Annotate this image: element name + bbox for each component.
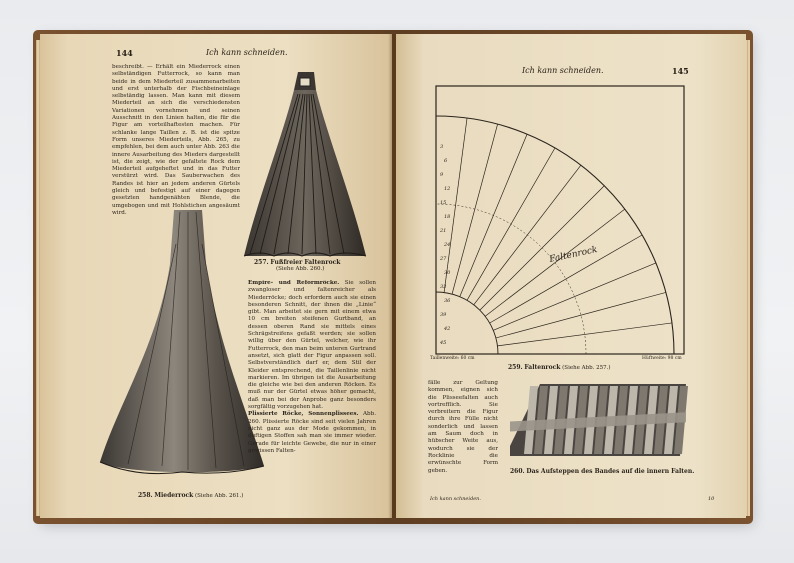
diagram-tick-label: 6 [444, 158, 448, 164]
left-running-head: Ich kann schneiden. [206, 48, 288, 57]
scale-right: Hüftweite: 98 cm [642, 356, 682, 361]
diagram-tick-label: 27 [440, 256, 447, 262]
left-text-top: beschreibt. — Erhält ein Miederrock einen selbständigen Futterrock, so kann man beide in dem Miederteil zusammenarbeiten und erst unterhalb der Fischbeineinlage selbständig lassen. Man kann mit diesem Miederteil an sich die verschiedensten Variationen vornehmen und seinen Ausschnitt in den Linien halten, die für die Figur am vorteilhaftesten machen. Für schlanke lange Taillen z. B. ist die spitze Form unseres Miederteils, Abb. 265, zu empfehlen, bei dem auch unter Abb. 263 die innere Ausarbeitung des Mieders dargestellt ist, die zeigt, wie der gefaltete Rock dem Miederteil aufgeheftet und in das Futter verstürzt wird. Das Sauberwachen des Randes ist hier an jedem anderen Gürtels gleich und befestigt auf einer dagegen gesetzten handgenähten Blende, die umgebogen und mit Hohlstichen angesäumt wird. [112, 64, 240, 216]
diagram-tick-label: 30 [444, 270, 451, 276]
pattern-ray [496, 292, 666, 338]
illustration-pleats [500, 376, 690, 464]
right-running-head: Ich kann schneiden. [522, 66, 604, 75]
diagram-tick-label: 39 [440, 312, 447, 318]
diagram-tick-label: 15 [440, 200, 447, 206]
diagram-tick-label: 12 [444, 186, 451, 192]
diagram-frame [436, 86, 684, 354]
caption-258-title: Miederrock [154, 492, 194, 499]
pattern-ray [497, 323, 671, 346]
caption-258-ref: (Siehe Abb. 261.) [195, 493, 244, 499]
diagram-tick-label: 36 [444, 298, 451, 304]
diagram-tick-label: 21 [440, 228, 447, 234]
caption-257-ref: (Siehe Abb. 260.) [276, 266, 325, 272]
diagram-tick-label: 24 [444, 242, 451, 248]
section-heading: Empire- und Reformröcke. [248, 280, 340, 286]
diagram-tick-label: 45 [440, 340, 447, 346]
caption-258-number: 258. [138, 492, 153, 499]
caption-257-number: 257. [254, 259, 269, 266]
pattern-diagram [426, 82, 696, 382]
caption-259-ref: (Siehe Abb. 257.) [562, 365, 611, 371]
caption-258 [138, 492, 243, 499]
subheading: Plissierte Röcke, Sonnenplissees. [248, 411, 359, 418]
diagram-tick-label: 9 [440, 172, 444, 178]
pattern-ray [444, 118, 467, 292]
diagram-tick-label: 3 [440, 144, 444, 150]
pattern-ray [490, 235, 642, 323]
left-page-number: 144 [116, 48, 133, 58]
right-footer-left: Ich kann schneiden. [430, 496, 481, 502]
caption-259-number: 259. [508, 364, 523, 371]
right-text: fälle zur Geltung kommen, eignen sich die Plisseefalten auch vortrefflich. Sie verbreitern die Figur durch ihre Fülle nicht sonderlich und lassen am Saum doch in hübscher Weite aus, wodurch sie der Rocklinie die erwünschte Form geben. [428, 380, 498, 474]
right-footer-right: 10 [708, 496, 715, 502]
scale-left: Taillenweite: 60 cm [430, 356, 475, 361]
diagram-tick-label: 33 [440, 284, 447, 290]
left-text-bottom [248, 280, 376, 500]
caption-259 [508, 364, 611, 371]
left-text-end: Abb. 260. Plissierte Röcke sind seit vielen Jahren nicht ganz aus der Mode gekommen, in duftigen Stoffen sah man sie immer wieder. Gerade für leichte Gewebe, die nur in einer gewissen Falten- [248, 411, 376, 454]
illustration-bodice-skirt [98, 204, 268, 494]
left-text-bottom-body: Sie sollen zwangloser und faltenreicher als Miederröcke; doch erfordern auch sie einen besonderen Schnitt, der ihnen die „Linie“ gibt. Man arbeitet sie gern mit einem etwa 10 cm breiten steifenen Gurtband, an dessen oberen Rand sie mittels eines Schrägstreifens gefaßt werden; sie sollen willig über den Gürtel, welcher, wie ihr Futterrock, den man beim unteren Gurtrand ansetzt, sich glatt der Figur anpassen soll. Selbstverständlich darf er, dem Stil der Kleider entsprechend, die Taillenlinie nicht markieren. Im übrigen ist die Ausarbeitung die gleiche wie bei den anderen Röcken. Es muß nur der Gürtel etwas höher gemacht, daß man bei der Anprobe ganz besonders sorgfältig vorzugehen hat. [248, 280, 376, 411]
caption-260-number: 260. [510, 468, 525, 475]
right-page [396, 34, 746, 518]
pattern-ray [493, 263, 656, 330]
right-page-number: 145 [672, 66, 689, 76]
diagram-tick-label: 18 [444, 214, 451, 220]
caption-260-title: Das Aufsteppen des Bandes auf die innern Falten. [526, 468, 695, 475]
diagram-tick-label: 42 [444, 326, 451, 332]
diagram-label: Faltenrock [548, 244, 599, 265]
caption-260 [510, 468, 694, 475]
left-page [40, 34, 392, 518]
caption-257-title: Fußfreier Faltenrock [270, 259, 341, 266]
caption-259-title: Faltenrock [524, 364, 561, 371]
